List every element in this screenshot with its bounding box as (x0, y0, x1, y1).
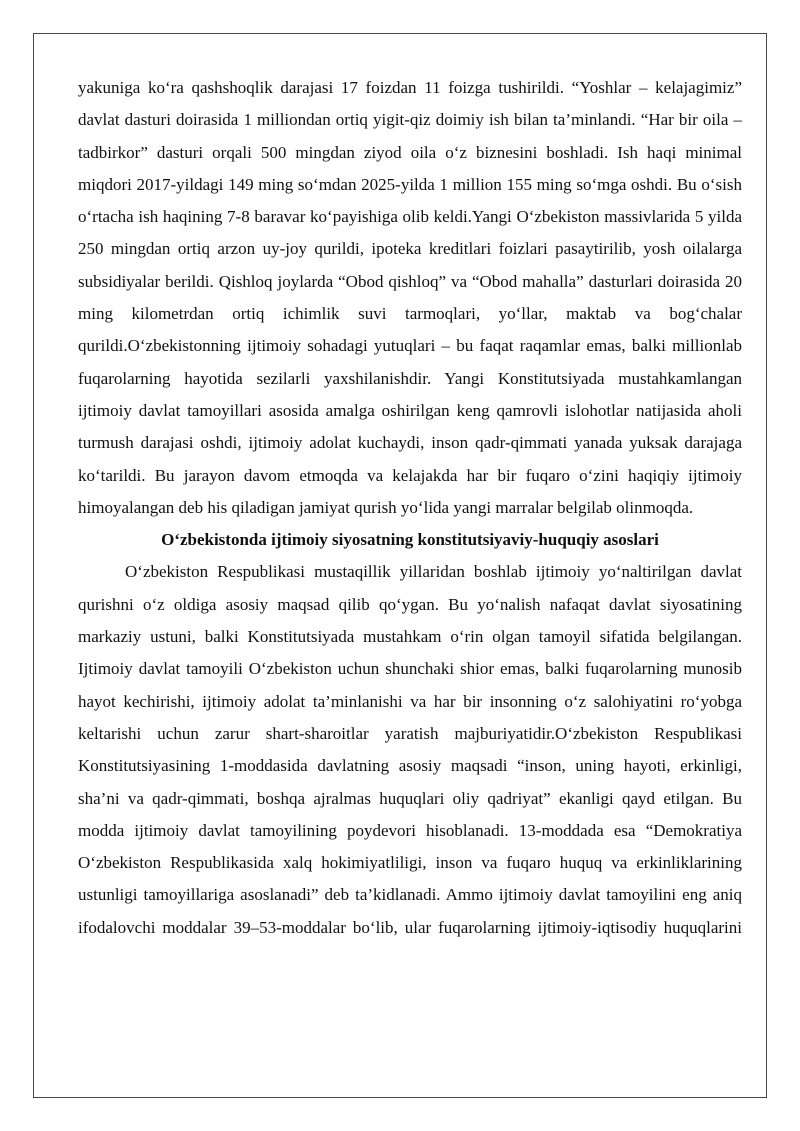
body-paragraph: O‘zbekiston Respublikasi mustaqillik yillaridan boshlab ijtimoiy yo‘naltirilgan davlat qurishni o‘z oldiga asosiy maqsad qilib qo‘ygan. Bu yo‘nalish nafaqat davlat siyosatining markaziy ustuni, balki Konstitutsiyada mustahkam o‘rin olgan tamoyil sifatida belgilangan. Ijtimoiy davlat tamoyili O‘zbekiston uchun shunchaki shior emas, balki fuqarolarning munosib hayot kechirishi, ijtimoiy adolat ta’minlanishi va har bir insonning o‘z salohiyatini ro‘yobga keltarishi uchun zarur shart-sharoitlar yaratish majburiyatidir.O‘zbekiston Respublikasi Konstitutsiyasining 1-moddasida davlatning asosiy maqsadi “inson, uning hayoti, erkinligi, sha’ni va qadr-qimmati, boshqa ajralmas huquqlari oliy qadriyat” ekanligi qayd etilgan. Bu modda ijtimoiy davlat tamoyilining poydevori hisoblanadi. 13-moddada esa “Demokratiya O‘zbekiston Respublikasida xalq hokimiyatliligi, inson va fuqaro huquq va erkinliklarining ustunligi tamoyillariga asoslanadi” deb ta’kidlanadi. Ammo ijtimoiy davlat tamoyilini eng aniq ifodalovchi moddalar 39–53-moddalar bo‘lib, ular fuqarolarning ijtimoiy-iqtisodiy huquqlarini (78, 562, 742, 937)
document-body (78, 72, 742, 944)
section-heading: O‘zbekistonda ijtimoiy siyosatning konstitutsiyaviy-huquqiy asoslari (161, 530, 659, 550)
body-paragraph: yakuniga ko‘ra qashshoqlik darajasi 17 foizdan 11 foizga tushirildi. “Yoshlar – kelajagimiz” davlat dasturi doirasida 1 milliondan ortiq yigit-qiz doimiy ish bilan ta’minlandi. “Har bir oila – tadbirkor” dasturi orqali 500 mingdan ziyod oila o‘z biznesini boshladi. Ish haqi minimal miqdori 2017-yildagi 149 ming so‘mdan 2025-yilda 1 million 155 ming so‘mga oshdi. Bu o‘sish o‘rtacha ish haqining 7-8 baravar ko‘payishiga olib keldi.Yangi O‘zbekiston massivlarida 5 yilda 250 mingdan ortiq arzon uy-joy qurildi, ipoteka kreditlari foizlari pasaytirilib, yosh oilalarga subsidiyalar berildi. Qishloq joylarda “Obod qishloq” va “Obod mahalla” dasturlari doirasida 20 ming kilometrdan ortiq ichimlik suvi tarmoqlari, yo‘llar, maktab va bog‘chalar qurildi.O‘zbekistonning ijtimoiy sohadagi yutuqlari – bu faqat raqamlar emas, balki millionlab fuqarolarning hayotida sezilarli yaxshilanishdir. Yangi Konstitutsiyada mustahkamlangan ijtimoiy davlat tamoyillari asosida amalga oshirilgan keng qamrovli islohotlar natijasida aholi turmush darajasi oshdi, ijtimoiy adolat kuchaydi, inson qadr-qimmati yanada yuksak darajaga ko‘tarildi. Bu jarayon davom etmoqda va kelajakda har bir fuqaro o‘zini haqiqiy ijtimoiy himoyalangan deb his qiladigan jamiyat qurish yo‘lida yangi marralar belgilab olinmoqda. (78, 78, 742, 517)
